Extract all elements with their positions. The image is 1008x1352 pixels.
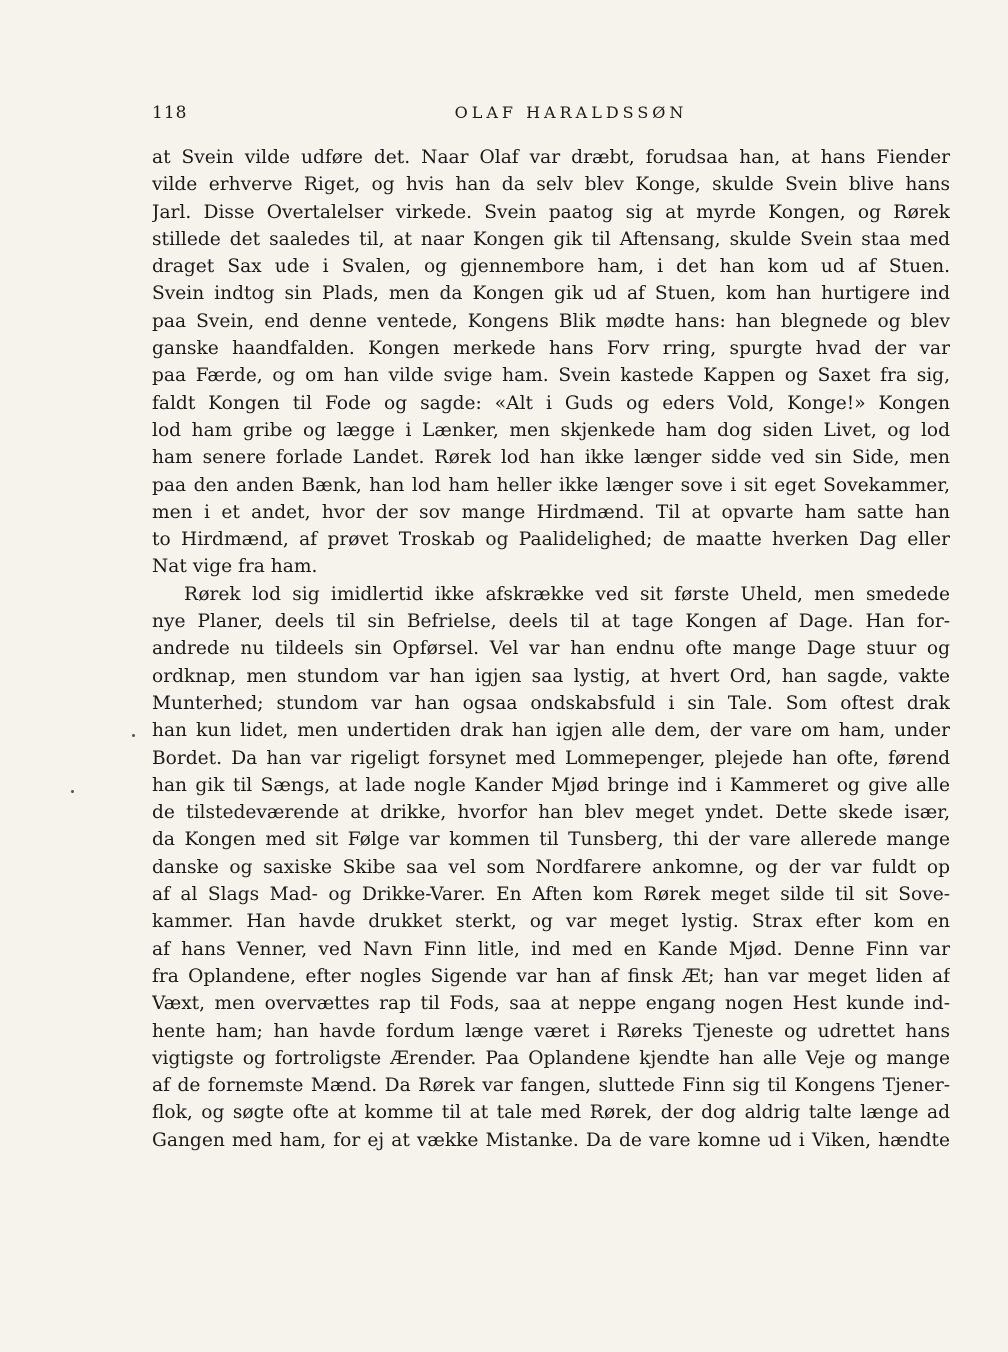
text-line: af de fornemste Mænd. Da Rørek var fangen, sluttede Finn sig til Kongens Tjener- <box>152 1075 950 1097</box>
text-line: to Hirdmænd, af prøvet Troskab og Paalidelighed; de maatte hverken Dag eller <box>152 529 950 551</box>
text-line: Væxt, men overvættes rap til Fods, saa at neppe engang nogen Hest kunde ind- <box>152 993 950 1015</box>
text-line: hente ham; han havde fordum længe været i Røreks Tjeneste og udrettet hans <box>152 1020 950 1042</box>
text-line: ham senere forlade Landet. Rørek lod han ikke længer sidde ved sin Side, men <box>152 447 950 469</box>
text-line: han kun lidet, men undertiden drak han igjen alle dem, der vare om ham, under <box>152 720 950 742</box>
text-line: paa den anden Bænk, han lod ham heller ikke længer sove i sit eget Sovekammer, <box>152 474 950 496</box>
paragraph-1 <box>152 144 950 581</box>
text-line: paa Svein, end denne ventede, Kongens Blik mødte hans: han blegnede og blev <box>152 310 950 332</box>
page-number: 118 <box>152 103 188 123</box>
text-line: Munterhed; stundom var han ogsaa ondskabsfuld i sin Tale. Som oftest drak <box>152 692 950 714</box>
text-line: Svein indtog sin Plads, men da Kongen gik ud af Stuen, kom han hurtigere ind <box>152 283 950 305</box>
text-line: danske og saxiske Skibe saa vel som Nordfarere ankomne, og der var fuldt op <box>152 856 950 878</box>
text-line: Jarl. Disse Overtalelser virkede. Svein paatog sig at myrde Kongen, og Rørek <box>152 201 950 223</box>
text-line: nye Planer, deels til sin Befrielse, deels til at tage Kongen af Dage. Han for- <box>152 611 950 633</box>
text-line: faldt Kongen til Fode og sagde: «Alt i Guds og eders Vold, Konge!» Kongen <box>152 392 950 414</box>
margin-mark <box>132 734 135 737</box>
text-line: andrede nu tildeels sin Opførsel. Vel var han endnu ofte mange Dage stuur og <box>152 638 950 660</box>
running-title: OLAF HARALDSSØN <box>454 103 688 122</box>
text-line: af hans Venner, ved Navn Finn litle, ind med en Kande Mjød. Denne Finn var <box>152 938 950 960</box>
page-header <box>152 103 950 129</box>
margin-mark <box>71 790 74 793</box>
text-line: draget Sax ude i Svalen, og gjennembore ham, i det han kom ud af Stuen. <box>152 256 950 278</box>
text-line: stillede det saaledes til, at naar Kongen gik til Aftensang, skulde Svein staa med <box>152 228 950 250</box>
text-line: af al Slags Mad- og Drikke-Varer. En Aften kom Rørek meget silde til sit Sove- <box>152 884 950 906</box>
text-line: men i et andet, hvor der sov mange Hirdmænd. Til at opvarte ham satte han <box>152 501 950 523</box>
text-line: Gangen med ham, for ej at vække Mistanke. Da de vare komne ud i Viken, hændte <box>152 1129 950 1151</box>
text-line: vigtigste og fortroligste Ærender. Paa Oplandene kjendte han alle Veje og mange <box>152 1047 950 1069</box>
body-text <box>152 144 950 1154</box>
text-line: Nat vige fra ham. <box>152 556 318 578</box>
text-line: flok, og søgte ofte at komme til at tale med Rørek, der dog aldrig talte længe ad <box>152 1102 950 1124</box>
text-line: at Svein vilde udføre det. Naar Olaf var dræbt, forudsaa han, at hans Fiender <box>152 147 950 168</box>
text-line: paa Færde, og om han vilde svige ham. Svein kastede Kappen og Saxet fra sig, <box>152 365 950 387</box>
text-line: ganske haandfalden. Kongen merkede hans Forv rring, spurgte hvad der var <box>152 338 950 360</box>
text-line: Rørek lod sig imidlertid ikke afskrække ved sit første Uheld, men smedede <box>184 583 950 605</box>
text-line: Bordet. Da han var rigeligt forsynet med Lommepenger, plejede han ofte, førend <box>152 747 950 769</box>
paragraph-2 <box>152 581 950 1154</box>
text-line: da Kongen med sit Følge var kommen til Tunsberg, thi der vare allerede mange <box>152 829 950 851</box>
text-line: vilde erhverve Riget, og hvis han da selv blev Konge, skulde Svein blive hans <box>152 174 950 196</box>
text-line: de tilstedeværende at drikke, hvorfor han blev meget yndet. Dette skede især, <box>152 802 950 824</box>
text-line: ordknap, men stundom var han igjen saa lystig, at hvert Ord, han sagde, vakte <box>152 665 950 687</box>
text-line: kammer. Han havde drukket sterkt, og var meget lystig. Strax efter kom en <box>152 911 950 933</box>
text-line: lod ham gribe og lægge i Lænker, men skjenkede ham dog siden Livet, og lod <box>152 419 950 441</box>
text-line: fra Oplandene, efter nogles Sigende var han af finsk Æt; han var meget liden af <box>152 965 950 987</box>
text-line: han gik til Sængs, at lade nogle Kander Mjød bringe ind i Kammeret og give alle <box>152 774 950 796</box>
